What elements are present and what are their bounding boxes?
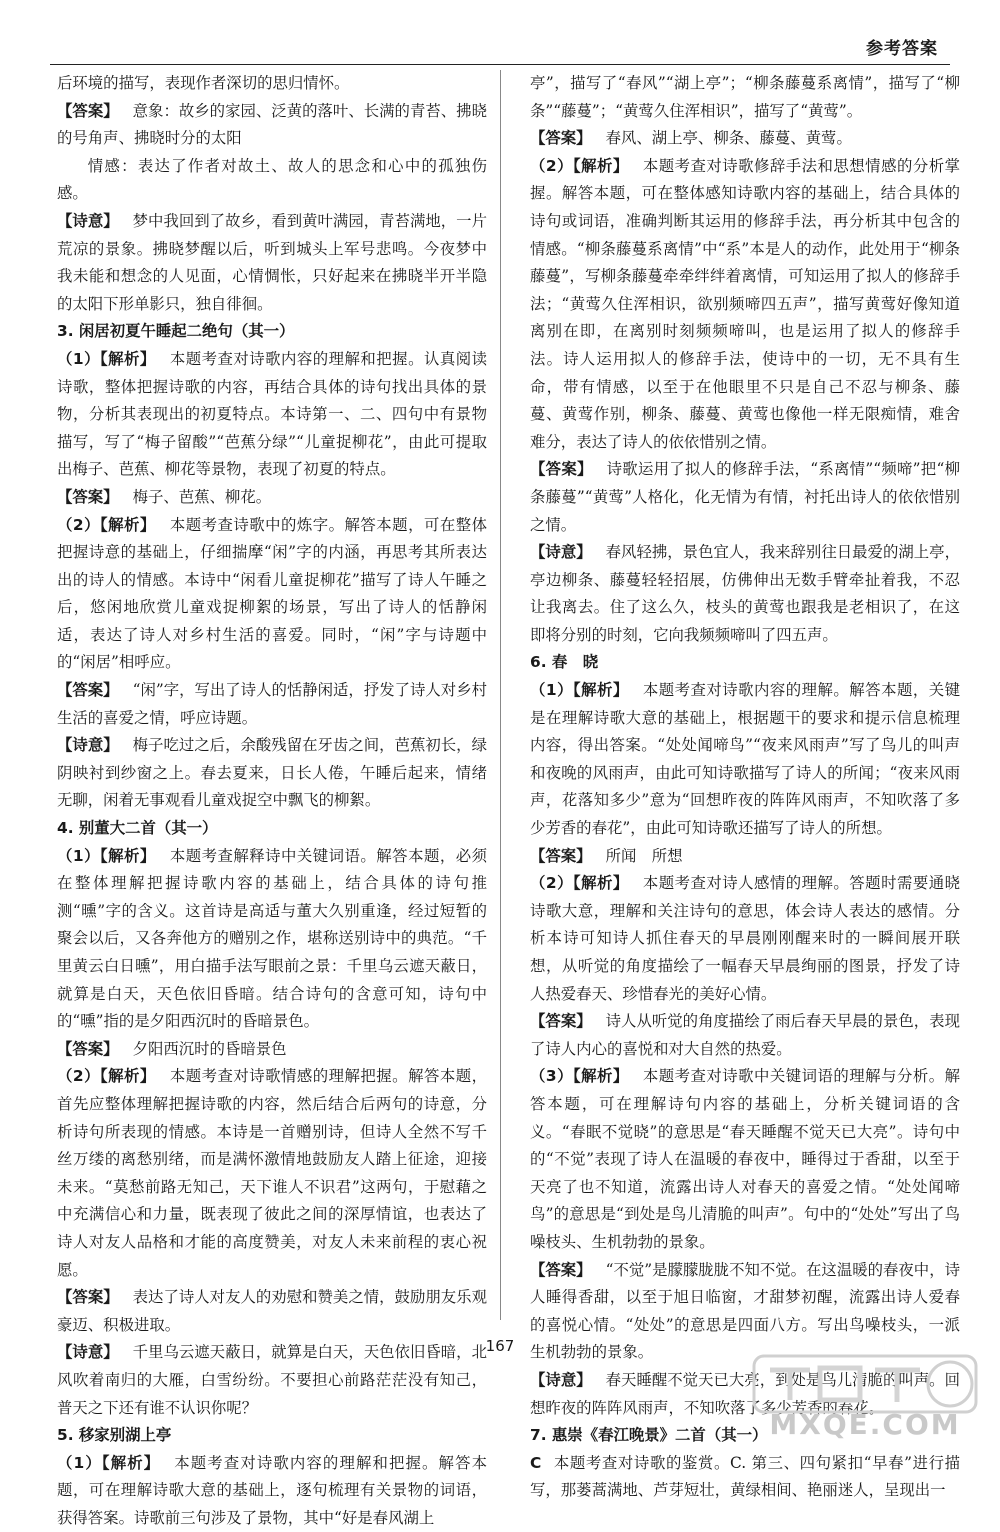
answer-paragraph	[530, 70, 960, 125]
answer-tag: 【答案】	[530, 129, 592, 148]
paragraph-text: 后环境的描写，表现作者深切的思归情怀。	[57, 74, 350, 92]
paragraph-text: 梅子吃过之后，余酸残留在牙齿之间，芭蕉初长，绿阴映衬到纱窗之上。春去夏来，日长人倦，午睡后起来，情绪无聊，闲着无事观看儿童戏捉空中飘飞的柳絮。	[57, 736, 487, 810]
answer-tag: 【答案】	[530, 460, 593, 479]
answer-paragraph	[57, 1036, 487, 1064]
paragraph-text: 所闻 所想	[605, 846, 683, 865]
answer-paragraph	[57, 732, 487, 815]
answer-tag: （1）【解析】	[530, 681, 629, 700]
answer-tag: 【答案】	[57, 1288, 119, 1307]
paragraph-text: 本题考查对诗歌内容的理解。解答本题，关键是在理解诗歌大意的基础上，根据题干的要求和提示信息梳理内容，得出答案。“处处闻啼鸟”“夜来风雨声”写了鸟儿的叫声和夜晚的风雨声，由此可知诗歌描写了诗人的所闻；“夜来风雨声，花落知多少”意为“回想昨夜的阵阵风雨声，不知吹落了多少芳香的春花”，由此可知诗歌还描写了诗人的所想。	[530, 681, 960, 838]
answer-tag: 【诗意】	[57, 736, 119, 755]
paragraph-text: 本题考查对诗歌情感的理解把握。解答本题，首先应整体理解把握诗歌的内容，然后结合后两句的诗意，分析诗句所表现的情感。本诗是一首赠别诗，但诗人全然不写千丝万缕的离愁别绪，而是满怀激情地鼓励友人踏上征途，迎接未来。“莫愁前路无知己，天下谁人不识君”这两句，于慰藉之中充满信心和力量，既表现了彼此之间的深厚情谊，也表达了诗人对友人品格和才能的高度赞美，对友人未来前程的衷心祝愿。	[57, 1067, 487, 1279]
answer-tag: 【诗意】	[530, 1370, 592, 1389]
paragraph-text: 夕阳西沉时的昏暗景色	[132, 1039, 287, 1058]
paragraph-text: 梦中我回到了故乡，看到黄叶满园，青苔满地，一片荒凉的景象。拂晓梦醒以后，听到城头上军号悲鸣。今夜梦中我未能和想念的人见面，心情惆怅，只好起来在拂晓半开半隐的太阳下形单影只，独自徘徊。	[57, 211, 487, 313]
answer-paragraph	[57, 153, 487, 208]
answer-paragraph	[57, 1063, 487, 1284]
paragraph-text: 春天睡醒不觉天已大亮，到处是鸟儿清脆的叫声。回想昨夜的阵阵风雨声，不知吹落了多少芳香的春花。	[530, 1370, 960, 1417]
answer-paragraph	[530, 1008, 960, 1063]
paragraph-text: 千里乌云遮天蔽日，就算是白天，天色依旧昏暗，北风吹着南归的大雁，白雪纷纷。不要担心前路茫茫没有知己，普天之下还有谁不认识你呢？	[57, 1343, 487, 1417]
answer-paragraph	[530, 1063, 960, 1256]
paragraph-text: 春风轻拂，景色宜人，我来辞别往日最爱的湖上亭，亭边柳条、藤蔓轻轻招展，仿佛伸出无数手臂牵扯着我，不忍让我离去。住了这么久，枝头的黄莺也跟我是老相识了，在这即将分别的时刻，它向我频频啼叫了四五声。	[530, 543, 960, 644]
answer-paragraph	[530, 539, 960, 649]
section-heading: 3. 闲居初夏午睡起二绝句（其一）	[57, 322, 295, 341]
paragraph-text: 本题考查对诗歌的鉴赏。C. 第三、四句紧扣“早春”进行描写，那蒌蒿满地、芦芽短壮，黄绿相间、艳丽迷人，呈现出一	[530, 1453, 960, 1500]
answer-paragraph	[530, 870, 960, 1008]
paragraph-text: 情感：表达了作者对故土、故人的思念和心中的孤独伤感。	[57, 156, 487, 203]
answer-paragraph	[530, 843, 960, 871]
choice-letter: C	[530, 1453, 542, 1472]
answer-tag: 【答案】	[530, 1012, 592, 1031]
answer-tag: 【诗意】	[57, 211, 119, 230]
column-divider	[500, 70, 501, 1320]
section-heading: 5. 移家别湖上亭	[57, 1426, 172, 1445]
answer-tag: 【答案】	[57, 487, 119, 506]
paragraph-text: 梅子、芭蕉、柳花。	[132, 487, 272, 506]
paragraph-text: 本题考查对诗歌内容的理解和把握。认真阅读诗歌，整体把握诗歌的内容，再结合具体的诗句找出具体的景物，分析其表现出的初夏特点。本诗第一、二、四句中有景物描写，写了“梅子留酸”“芭蕉分绿”“儿童捉柳花”，由此可提取出梅子、芭蕉、柳花等景物，表现了初夏的特点。	[57, 349, 487, 479]
answer-tag: 【诗意】	[530, 543, 592, 562]
answer-paragraph	[530, 456, 960, 539]
answer-paragraph	[530, 677, 960, 843]
answer-paragraph	[57, 484, 487, 512]
section-heading: 6. 春 晓	[530, 653, 599, 672]
paragraph-text: 诗歌运用了拟人的修辞手法，“系离情”“频啼”把“柳条藤蔓”“黄莺”人格化，化无情为有情，衬托出诗人的依依惜别之情。	[530, 460, 960, 534]
answer-paragraph	[57, 1450, 487, 1532]
answer-paragraph	[57, 346, 487, 484]
paragraph-text: 意象：故乡的家园、泛黄的落叶、长满的青苔、拂晓的号角声、拂晓时分的太阳	[57, 101, 487, 148]
answer-tag: 【答案】	[530, 1260, 592, 1279]
answer-tag: （2）【解析】	[57, 1067, 156, 1086]
answer-paragraph	[530, 1450, 960, 1505]
paragraph-text: 本题考查解释诗中关键词语。解答本题，必须在整体理解把握诗歌内容的基础上，结合具体的诗句推测“曛”字的含义。这首诗是高适与董大久别重逢，经过短暂的聚会以后，又各奔他方的赠别之作，堪称送别诗中的典范。“千里黄云白日曛”，用白描手法写眼前之景：千里乌云遮天蔽日，就算是白天，天色依旧昏暗。结合诗句的含意可知，诗句中的“曛”指的是夕阳西沉时的昏暗景色。	[57, 846, 487, 1031]
answer-tag: 【答案】	[57, 1039, 119, 1058]
answer-paragraph	[57, 843, 487, 1036]
answer-tag: （2）【解析】	[530, 156, 629, 175]
answer-paragraph	[57, 1284, 487, 1339]
right-column	[530, 70, 960, 1505]
paragraph-text: 诗人从听觉的角度描绘了雨后春天早晨的景色，表现了诗人内心的喜悦和对大自然的热爱。	[530, 1012, 960, 1058]
left-column	[57, 70, 487, 1532]
answer-paragraph	[57, 677, 487, 732]
answer-paragraph	[57, 70, 487, 98]
answer-tag: 【答案】	[57, 101, 119, 120]
paragraph-text: 本题考查对诗人感情的理解。答题时需要通晓诗歌大意，理解和关注诗句的意思，体会诗人表达的感情。分析本诗可知诗人抓住春天的早晨刚刚醒来时的一瞬间展开联想，从听觉的角度描绘了一幅春天早晨绚丽的图景，抒发了诗人热爱春天、珍惜春光的美好心情。	[530, 874, 960, 1003]
paragraph-text: “不觉”是朦朦胧胧不知不觉。在这温暖的春夜中，诗人睡得香甜，以至于旭日临窗，才甜梦初醒，流露出诗人爱春的喜悦心情。“处处”的意思是四面八方。写出鸟噪枝头，一派生机勃勃的景象。	[530, 1260, 960, 1362]
answer-tag: 【答案】	[57, 681, 119, 700]
paragraph-text: 本题考查对诗歌内容的理解和把握。解答本题，可在理解诗歌大意的基础上，逐句梳理有关景物的词语，获得答案。诗歌前三句涉及了景物，其中“好是春风湖上	[57, 1453, 487, 1527]
section-heading: 7. 惠崇《春江晚景》二首（其一）	[530, 1426, 768, 1445]
paragraph-text: 本题考查对诗歌中关键词语的理解与分析。解答本题，可在理解诗句内容的基础上，分析关键词语的含义。“春眠不觉晓”的意思是“春天睡醒不觉天已大亮”。诗句中的“不觉”表现了诗人在温暖的春夜中，睡得过于香甜，以至于天亮了也不知道，流露出诗人对春天的喜爱之情。“处处闻啼鸟”的意思是“到处是鸟儿清脆的叫声”。句中的“处处”写出了鸟噪枝头、生机勃勃的景象。	[530, 1067, 960, 1251]
answer-paragraph	[57, 208, 487, 318]
answer-paragraph	[530, 153, 960, 457]
paragraph-text: 本题考查诗歌中的炼字。解答本题，可在整体把握诗意的基础上，仔细揣摩“闲”字的内涵，再思考其所表达出的诗人的情感。本诗中“闲看儿童捉柳花”描写了诗人午睡之后，悠闲地欣赏儿童戏捉柳絮的场景，写出了诗人的恬静闲适，表达了诗人对乡村生活的喜爱。同时，“闲”字与诗题中的“闲居”相呼应。	[57, 515, 487, 672]
answer-tag: （2）【解析】	[530, 874, 629, 893]
page-header	[0, 26, 1000, 66]
answer-tag: （1）【解析】	[57, 846, 156, 865]
paragraph-text: 亭”，描写了“春风”“湖上亭”；“柳条藤蔓系离情”，描写了“柳条”“藤蔓”；“黄莺久住浑相识”，描写了“黄莺”。	[530, 74, 960, 120]
watermark	[750, 1350, 980, 1445]
answer-tag: （1）【解析】	[57, 1453, 161, 1472]
paragraph-text: 表达了诗人对友人的劝慰和赞美之情，鼓励朋友乐观豪迈、积极进取。	[57, 1288, 487, 1334]
answer-paragraph	[530, 125, 960, 153]
answer-paragraph	[57, 512, 487, 678]
paragraph-text: 春风、湖上亭、柳条、藤蔓、黄莺。	[605, 129, 852, 148]
answer-paragraph	[57, 98, 487, 153]
answer-tag: （3）【解析】	[530, 1067, 629, 1086]
header-rule	[50, 64, 950, 65]
paragraph-text: “闲”字，写出了诗人的恬静闲适，抒发了诗人对乡村生活的喜爱之情，呼应诗题。	[57, 681, 487, 727]
answer-tag: 【答案】	[530, 846, 592, 865]
header-title: 参考答案	[866, 39, 938, 59]
page-number: 167	[485, 1337, 515, 1355]
answer-tag: （1）【解析】	[57, 349, 156, 368]
answer-tag: （2）【解析】	[57, 515, 156, 534]
watermark-text: MXQE.COM	[769, 1408, 961, 1441]
paragraph-text: 本题考查对诗歌修辞手法和思想情感的分析掌握。解答本题，可在整体感知诗歌内容的基础上，结合具体的诗句或词语，准确判断其运用的修辞手法，再分析其中包含的情感。“柳条藤蔓系离情”中“系”本是人的动作，此处用于“柳条藤蔓”，写柳条藤蔓牵牵绊绊着离情，可知运用了拟人的修辞手法；“黄莺久住浑相识，欲别频啼四五声”，描写黄莺好像知道离别在即，在离别时刻频频啼叫，也是运用了拟人的修辞手法。诗人运用拟人的修辞手法，使诗中的一切，无不具有生命，带有情感，以至于在他眼里不只是自己不忍与柳条、藤蔓、黄莺作别，柳条、藤蔓、黄莺也像他一样无限痴情，难舍难分，表达了诗人的依依惜别之情。	[530, 156, 960, 451]
section-heading: 4. 别董大二首（其一）	[57, 819, 218, 838]
answer-tag: 【诗意】	[57, 1343, 119, 1362]
